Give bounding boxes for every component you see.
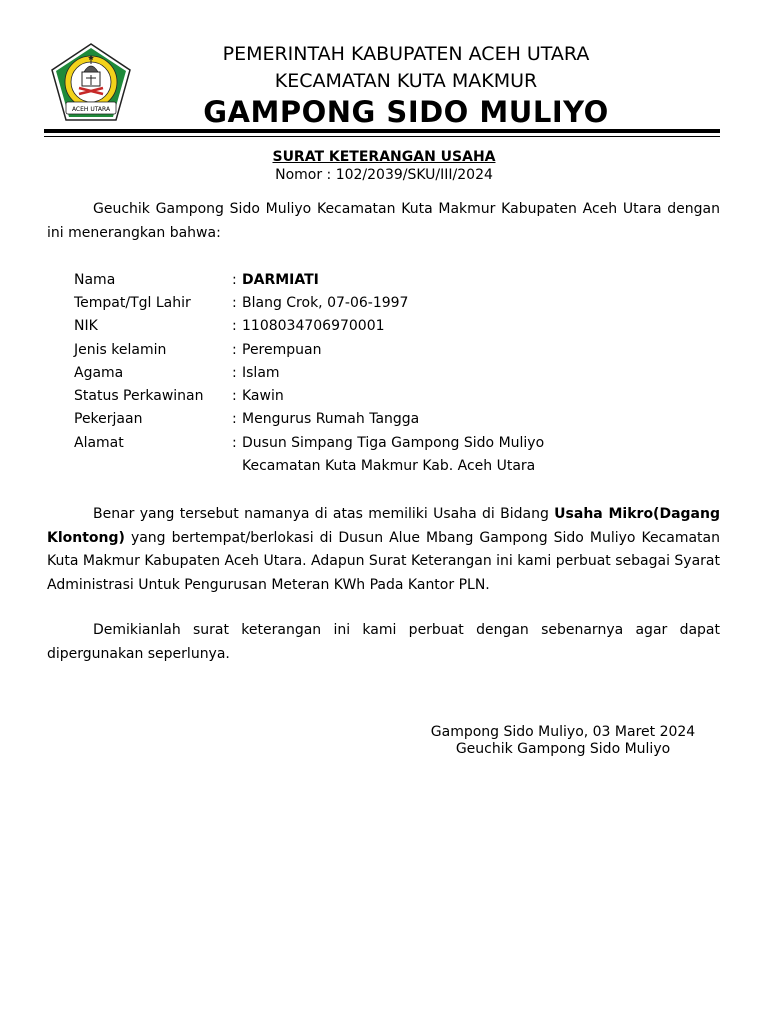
document-number: Nomor : 102/2039/SKU/III/2024 bbox=[275, 167, 493, 183]
separator-colon: : bbox=[232, 411, 237, 427]
alamat-value-line2: Kecamatan Kuta Makmur Kab. Aceh Utara bbox=[242, 458, 536, 474]
agama-value: Islam bbox=[242, 365, 280, 381]
business-text-start: Benar yang tersebut namanya di atas memiliki Usaha di Bidang bbox=[93, 506, 555, 522]
alamat-label: Alamat bbox=[74, 435, 124, 451]
separator-colon: : bbox=[232, 365, 237, 381]
pekerjaan-value: Mengurus Rumah Tangga bbox=[242, 411, 420, 427]
jenis-kelamin-label: Jenis kelamin bbox=[74, 342, 167, 358]
business-paragraph bbox=[47, 503, 720, 597]
government-name: PEMERINTAH KABUPATEN ACEH UTARA bbox=[222, 43, 590, 65]
separator-colon: : bbox=[232, 272, 237, 288]
identity-row-ttl bbox=[74, 293, 714, 313]
identity-row-nik bbox=[74, 316, 714, 336]
business-text-end: yang bertempat/berlokasi di Dusun Alue Mbang Gampong Sido Muliyo Kecamatan Kuta Makmur Kabupaten Aceh Utara. Adapun Surat Keterangan ini kami perbuat sebagai Syarat Administrasi Untuk Pengurusan Meteran KWh Pada Kantor PLN. bbox=[47, 529, 720, 593]
business-type: Usaha Mikro(Dagang Klontong) bbox=[47, 506, 720, 546]
identity-row-nama bbox=[74, 270, 714, 290]
nama-value: DARMIATI bbox=[242, 272, 319, 288]
alamat-value-line1: Dusun Simpang Tiga Gampong Sido Muliyo bbox=[242, 435, 545, 451]
status-perkawinan-label: Status Perkawinan bbox=[74, 388, 204, 404]
identity-row-agama bbox=[74, 363, 714, 383]
signature-position: Geuchik Gampong Sido Muliyo bbox=[455, 741, 671, 757]
aceh-utara-emblem-icon bbox=[46, 42, 136, 126]
separator-colon: : bbox=[232, 295, 237, 311]
separator-colon: : bbox=[232, 318, 237, 334]
opening-paragraph: Geuchik Gampong Sido Muliyo Kecamatan Kuta Makmur Kabupaten Aceh Utara dengan ini menerangkan bahwa: bbox=[47, 201, 720, 241]
separator-colon: : bbox=[232, 388, 237, 404]
status-perkawinan-value: Kawin bbox=[242, 388, 284, 404]
jenis-kelamin-value: Perempuan bbox=[242, 342, 322, 358]
document-title: SURAT KETERANGAN USAHA bbox=[272, 149, 496, 165]
letterhead-divider-thin bbox=[44, 136, 720, 137]
signature-place-date: Gampong Sido Muliyo, 03 Maret 2024 bbox=[430, 724, 696, 740]
identity-row-alamat-cont bbox=[74, 456, 714, 476]
ttl-label: Tempat/Tgl Lahir bbox=[74, 295, 191, 311]
district-name: KECAMATAN KUTA MAKMUR bbox=[274, 70, 538, 92]
identity-row-pekerjaan bbox=[74, 409, 714, 429]
village-name: GAMPONG SIDO MULIYO bbox=[203, 95, 609, 129]
nama-label: Nama bbox=[74, 272, 116, 288]
identity-row-alamat bbox=[74, 433, 714, 453]
separator-colon: : bbox=[232, 435, 237, 451]
nik-value: 1108034706970001 bbox=[242, 318, 385, 334]
pekerjaan-label: Pekerjaan bbox=[74, 411, 143, 427]
nik-label: NIK bbox=[74, 318, 98, 334]
letterhead-divider-thick bbox=[44, 129, 720, 133]
ttl-value: Blang Crok, 07-06-1997 bbox=[242, 295, 409, 311]
identity-row-jenis-kelamin bbox=[74, 340, 714, 360]
logo-ribbon-text: ACEH UTARA bbox=[71, 106, 111, 113]
agama-label: Agama bbox=[74, 365, 124, 381]
closing-paragraph: Demikianlah surat keterangan ini kami perbuat dengan sebenarnya agar dapat dipergunakan seperlunya. bbox=[47, 622, 720, 662]
identity-row-status-perkawinan bbox=[74, 386, 714, 406]
separator-colon: : bbox=[232, 342, 237, 358]
